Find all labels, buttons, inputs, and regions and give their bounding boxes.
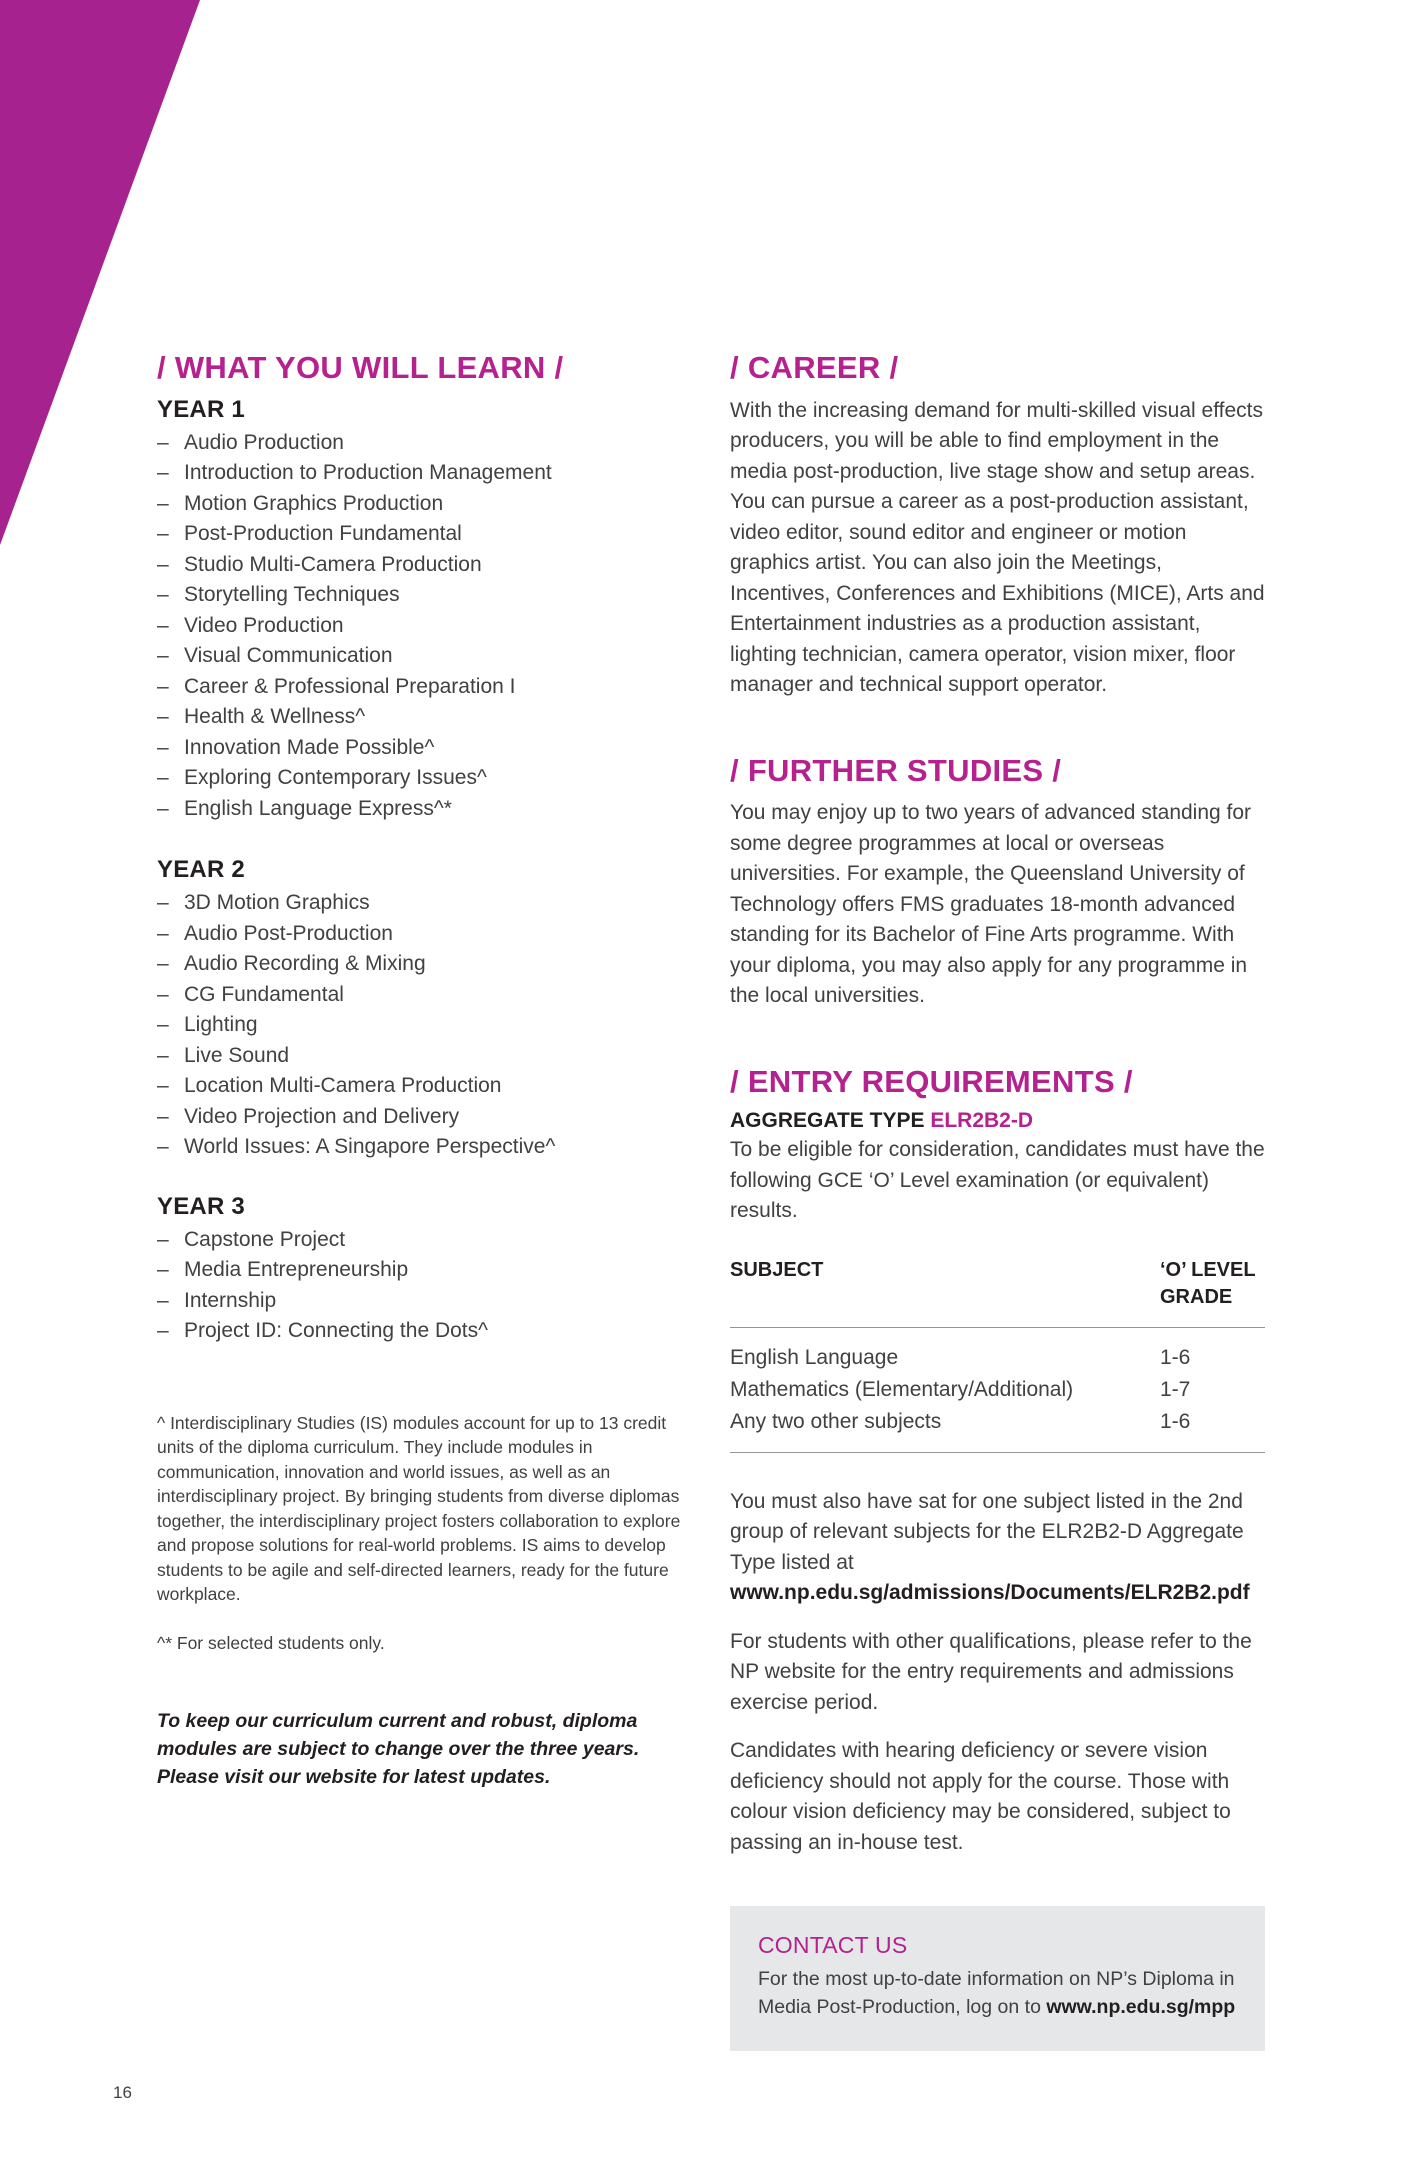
list-item (157, 611, 687, 642)
list-item (157, 458, 687, 489)
what-you-will-learn-heading: / WHAT YOU WILL LEARN / (157, 350, 564, 385)
table-row (730, 1372, 1265, 1404)
career-heading: / CAREER / (730, 350, 899, 385)
cell-subject: Mathematics (Elementary/Additional) (730, 1377, 1074, 1401)
spacer (157, 1377, 687, 1411)
module-label: Lighting (184, 1013, 258, 1037)
further-studies-body: You may enjoy up to two years of advanced standing for some degree programmes at local or overseas universities. For example, the Queensland University of Technology offers FMS graduates 18-month advanced standing for its Bachelor of Fine Arts programme. With your diploma, you may also apply for any programme in the local universities. (730, 801, 1252, 1008)
list-item (157, 519, 687, 550)
list-item (157, 580, 687, 611)
entry-requirements-table (730, 1257, 1265, 1453)
year-3-module-list (157, 1225, 687, 1347)
module-label: Introduction to Production Management (184, 461, 552, 485)
module-label: CG Fundamental (184, 982, 344, 1006)
dash-marker: – (157, 583, 169, 607)
cell-subject: English Language (730, 1345, 899, 1369)
aggregate-type-label: AGGREGATE TYPE (730, 1109, 925, 1133)
table-header-row (730, 1257, 1265, 1328)
contact-us-box (730, 1906, 1265, 2051)
module-label: Location Multi-Camera Production (184, 1074, 502, 1098)
dash-marker: – (157, 891, 169, 915)
further-studies-heading: / FURTHER STUDIES / (730, 752, 1062, 788)
dash-marker: – (157, 1074, 169, 1098)
career-body: With the increasing demand for multi-skilled visual effects producers, you will be able to find employment in the media post-production, live stage show and setup areas. You can pursue a career as a post-production assistant, video editor, sound editor and engineer or motion graphics artist. You can also join the Meetings, Incentives, Conferences and Exhibitions (MICE), Arts and Entertainment industries as a production assistant, lighting technician, camera operator, vision mixer, floor manager and technical support operator. (730, 398, 1265, 697)
list-item (157, 1102, 687, 1133)
list-item (157, 733, 687, 764)
dash-marker: – (157, 735, 169, 759)
list-item (157, 550, 687, 581)
dash-marker: – (157, 461, 169, 485)
cell-subject: Any two other subjects (730, 1404, 1160, 1453)
contact-us-heading: CONTACT US (758, 1932, 908, 1959)
list-item (157, 1316, 687, 1347)
year-1-module-list (157, 428, 687, 825)
year-1-block (157, 396, 687, 825)
list-item (157, 1071, 687, 1102)
year-3-block (157, 1193, 687, 1347)
contact-us-body (758, 1965, 1237, 2021)
selected-students-footnote: ^* For selected students only. (157, 1632, 385, 1653)
module-label: Health & Wellness^ (184, 705, 366, 729)
year-2-heading: YEAR 2 (157, 856, 245, 884)
dash-marker: – (157, 1135, 169, 1159)
module-label: Audio Recording & Mixing (184, 952, 426, 976)
year-2-block (157, 856, 687, 1163)
list-item (157, 702, 687, 733)
list-item (157, 1286, 687, 1317)
list-item (157, 428, 687, 459)
module-label: Studio Multi-Camera Production (184, 552, 482, 576)
aggregate-type-line (730, 1109, 1265, 1133)
module-label: Project ID: Connecting the Dots^ (184, 1319, 488, 1343)
module-label: Video Production (184, 613, 344, 637)
module-label: Motion Graphics Production (184, 491, 444, 515)
module-label: Career & Professional Preparation I (184, 674, 516, 698)
list-item (157, 641, 687, 672)
module-label: Capstone Project (184, 1227, 346, 1251)
module-label: Internship (184, 1288, 277, 1312)
dash-marker: – (157, 796, 169, 820)
year-3-heading: YEAR 3 (157, 1192, 245, 1220)
list-item (157, 489, 687, 520)
list-item (157, 1255, 687, 1286)
dash-marker: – (157, 1043, 169, 1067)
dash-marker: – (157, 1258, 169, 1282)
list-item (157, 672, 687, 703)
dash-marker: – (157, 674, 169, 698)
module-label: Exploring Contemporary Issues^ (184, 766, 487, 790)
second-group-note (730, 1487, 1265, 1609)
module-label: Innovation Made Possible^ (184, 735, 435, 759)
dash-marker: – (157, 921, 169, 945)
table-head (730, 1257, 1265, 1328)
table-body (730, 1327, 1265, 1452)
dash-marker: – (157, 644, 169, 668)
column-header-grade: ‘O’ LEVEL GRADE (1160, 1257, 1265, 1328)
dash-marker: – (157, 1319, 169, 1343)
table-row (730, 1327, 1265, 1372)
dash-marker: – (157, 1104, 169, 1128)
spacer (730, 701, 1265, 753)
list-item (157, 919, 687, 950)
eligibility-text: To be eligible for consideration, candidates must have the following GCE ‘O’ Level examination (or equivalent) results. (730, 1138, 1265, 1223)
cell-grade: 1-6 (1160, 1404, 1265, 1453)
table-row (730, 1404, 1265, 1453)
right-column (730, 350, 1265, 2051)
spacer (730, 1012, 1265, 1064)
interdisciplinary-studies-footnote: ^ Interdisciplinary Studies (IS) modules account for up to 13 credit units of the diploma curriculum. They include modules in communication, innovation and world issues, as well as an interdisciplinary project. By bringing students from diverse diplomas together, the interdisciplinary project fosters collaboration to explore and propose solutions for real-world problems. IS aims to develop students to be agile and self-directed learners, ready for the future workplace. (157, 1412, 681, 1605)
list-item (157, 763, 687, 794)
dash-marker: – (157, 522, 169, 546)
list-item (157, 1132, 687, 1163)
contact-us-link[interactable]: www.np.edu.sg/mpp (1046, 1996, 1236, 2019)
dash-marker: – (157, 705, 169, 729)
module-label: Visual Communication (184, 644, 393, 668)
entry-requirements-heading: / ENTRY REQUIREMENTS / (730, 1063, 1133, 1099)
column-header-subject: SUBJECT (730, 1257, 1160, 1328)
left-column (157, 350, 687, 1791)
spacer (157, 1607, 687, 1631)
module-label: Media Entrepreneurship (184, 1258, 409, 1282)
spacer (730, 1453, 1265, 1487)
page-number: 16 (113, 2083, 132, 2102)
module-label: Storytelling Techniques (184, 583, 400, 607)
dash-marker: – (157, 430, 169, 454)
second-group-note-text: You must also have sat for one subject listed in the 2nd group of relevant subjects for the ELR2B2-D Aggregate Type listed at (730, 1489, 1244, 1574)
spacer (730, 1609, 1265, 1627)
spacer (730, 1718, 1265, 1736)
elr2b2-pdf-link[interactable]: www.np.edu.sg/admissions/Documents/ELR2B2.pdf (730, 1581, 1250, 1605)
module-label: Video Projection and Delivery (184, 1104, 460, 1128)
module-label: Audio Production (184, 430, 344, 454)
list-item (157, 1225, 687, 1256)
list-item (157, 949, 687, 980)
dash-marker: – (157, 766, 169, 790)
cell-grade: 1-7 (1160, 1377, 1191, 1401)
module-label: Live Sound (184, 1043, 290, 1067)
dash-marker: – (157, 952, 169, 976)
year-1-heading: YEAR 1 (157, 395, 245, 423)
module-label: World Issues: A Singapore Perspective^ (184, 1135, 556, 1159)
dash-marker: – (157, 491, 169, 515)
year-2-module-list (157, 888, 687, 1163)
dash-marker: – (157, 552, 169, 576)
list-item (157, 794, 687, 825)
spacer (157, 1655, 687, 1707)
deficiency-note: Candidates with hearing deficiency or severe vision deficiency should not apply for the course. Those with colour vision deficiency may be considered, subject to passing an in-house test. (730, 1739, 1231, 1854)
list-item (157, 888, 687, 919)
dash-marker: – (157, 1013, 169, 1037)
aggregate-type-code: ELR2B2-D (930, 1109, 1033, 1133)
list-item (157, 1041, 687, 1072)
module-label: English Language Express^* (184, 796, 452, 820)
contact-us-text: For the most up-to-date information on NP’s Diploma in Media Post-Production, log on to (758, 1968, 1235, 2019)
list-item (157, 1010, 687, 1041)
module-label: Audio Post-Production (184, 921, 393, 945)
cell-grade: 1-6 (1160, 1345, 1191, 1369)
other-qualifications-note: For students with other qualifications, please refer to the NP website for the entry requirements and admissions exercise period. (730, 1629, 1252, 1714)
module-label: 3D Motion Graphics (184, 891, 370, 915)
dash-marker: – (157, 1227, 169, 1251)
dash-marker: – (157, 982, 169, 1006)
dash-marker: – (157, 613, 169, 637)
module-label: Post-Production Fundamental (184, 522, 462, 546)
list-item (157, 980, 687, 1011)
dash-marker: – (157, 1288, 169, 1312)
curriculum-change-note: To keep our curriculum current and robust, diploma modules are subject to change over the three years. Please visit our website for latest updates. (157, 1710, 640, 1789)
